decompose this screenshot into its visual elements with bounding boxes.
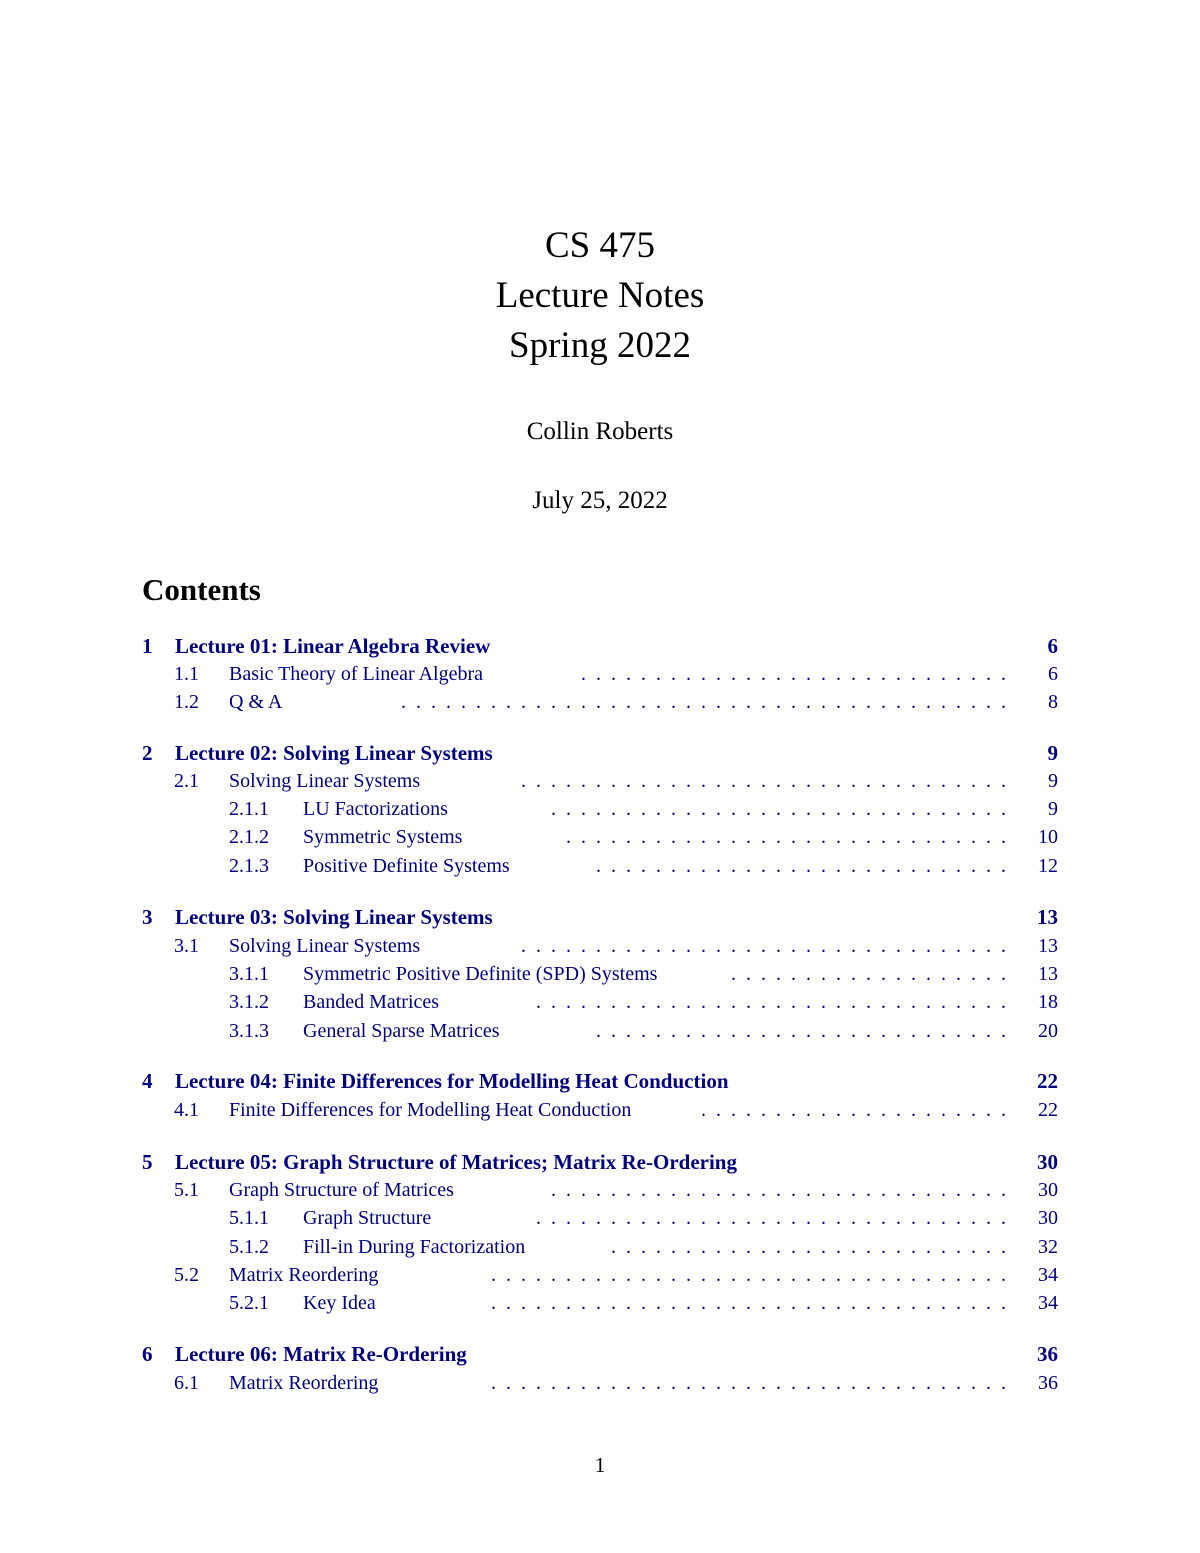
toc-entry-title[interactable]: Lecture 05: Graph Structure of Matrices; Matrix Re-Ordering (175, 1150, 737, 1174)
toc-entry-page[interactable]: 13 (1037, 905, 1058, 929)
toc-entry-page[interactable]: 20 (1038, 1020, 1058, 1042)
toc-entry-number[interactable]: 2 (142, 741, 153, 765)
toc-entry-subsection[interactable] (142, 1234, 1058, 1260)
toc-entry-page[interactable]: 30 (1037, 1150, 1058, 1174)
toc-entry-number[interactable]: 5 (142, 1150, 153, 1174)
toc-entry-section[interactable] (142, 1177, 1058, 1203)
toc-entry-title[interactable]: Finite Differences for Modelling Heat Conduction (229, 1099, 632, 1121)
toc-entry-number[interactable]: 5.1.2 (229, 1236, 269, 1258)
toc-dot-leader: . . . . . . . . . . . . . . . . . . . (721, 963, 1006, 985)
toc-entry-section[interactable] (142, 768, 1058, 794)
toc-entry-title[interactable]: Graph Structure of Matrices (229, 1179, 454, 1201)
toc-entry-number[interactable]: 6 (142, 1342, 153, 1366)
toc-dot-leader: . . . . . . . . . . . . . . . . . . . . . . . . . . . . . (571, 663, 1006, 685)
toc-entry-title[interactable]: LU Factorizations (303, 798, 448, 820)
toc-dot-leader: . . . . . . . . . . . . . . . . . . . . . . . . . . . . . . . . . (511, 935, 1006, 957)
toc-entry-number[interactable]: 3.1.2 (229, 991, 269, 1013)
author: Collin Roberts (526, 418, 674, 445)
toc-entry-title[interactable]: Key Idea (303, 1292, 376, 1314)
toc-entry-page[interactable]: 6 (1047, 634, 1058, 658)
toc-entry-number[interactable]: 1.2 (174, 691, 199, 713)
toc-entry-subsection[interactable] (142, 1290, 1058, 1316)
toc-entry-page[interactable]: 10 (1038, 826, 1058, 848)
toc-entry-number[interactable]: 4 (142, 1069, 153, 1093)
title-line-subtitle: Lecture Notes (495, 275, 705, 316)
toc-entry-subsection[interactable] (142, 824, 1058, 850)
toc-entry-title[interactable]: Basic Theory of Linear Algebra (229, 663, 483, 685)
toc-entry-page[interactable]: 22 (1037, 1069, 1058, 1093)
toc-entry-page[interactable]: 30 (1038, 1179, 1058, 1201)
toc-entry-chapter[interactable] (142, 633, 1058, 659)
toc-entry-title[interactable]: General Sparse Matrices (303, 1020, 500, 1042)
toc-entry-title[interactable]: Symmetric Systems (303, 826, 463, 848)
toc-entry-number[interactable]: 5.2 (174, 1264, 199, 1286)
toc-entry-title[interactable]: Fill-in During Factorization (303, 1236, 526, 1258)
toc-dot-leader: . . . . . . . . . . . . . . . . . . . . . . . . . . . . . . . . . . . (481, 1292, 1006, 1314)
toc-entry-title[interactable]: Lecture 03: Solving Linear Systems (175, 905, 493, 929)
toc-entry-page[interactable]: 36 (1037, 1342, 1058, 1366)
toc-dot-leader: . . . . . . . . . . . . . . . . . . . . . . . . . . . . . . (556, 826, 1006, 848)
toc-entry-page[interactable]: 18 (1038, 991, 1058, 1013)
toc-dot-leader: . . . . . . . . . . . . . . . . . . . . . . . . . . . . . . . (541, 1179, 1006, 1201)
toc-entry-subsection[interactable] (142, 961, 1058, 987)
toc-entry-chapter[interactable] (142, 1068, 1058, 1094)
toc-entry-number[interactable]: 4.1 (174, 1099, 199, 1121)
toc-entry-page[interactable]: 8 (1048, 691, 1058, 713)
toc-entry-subsection[interactable] (142, 1018, 1058, 1044)
title-line-course: CS 475 (544, 225, 655, 266)
page-number: 1 (594, 1453, 606, 1477)
toc-entry-number[interactable]: 3 (142, 905, 153, 929)
toc-entry-number[interactable]: 3.1 (174, 935, 199, 957)
toc-dot-leader: . . . . . . . . . . . . . . . . . . . . . . . . . . . . . . . . (526, 991, 1006, 1013)
toc-dot-leader: . . . . . . . . . . . . . . . . . . . . . . . . . . . (601, 1236, 1006, 1258)
toc-entry-number[interactable]: 5.1.1 (229, 1207, 269, 1229)
toc-entry-page[interactable]: 13 (1038, 963, 1058, 985)
toc-entry-number[interactable]: 6.1 (174, 1372, 199, 1394)
toc-entry-number[interactable]: 1.1 (174, 663, 199, 685)
toc-entry-number[interactable]: 5.1 (174, 1179, 199, 1201)
toc-dot-leader: . . . . . . . . . . . . . . . . . . . . . . . . . . . . . . . (541, 798, 1006, 820)
toc-dot-leader: . . . . . . . . . . . . . . . . . . . . . . . . . . . . . . . . . (511, 770, 1006, 792)
toc-entry-title[interactable]: Positive Definite Systems (303, 855, 510, 877)
toc-entry-subsection[interactable] (142, 853, 1058, 879)
contents-heading: Contents (142, 572, 261, 607)
title-line-term: Spring 2022 (509, 325, 691, 366)
toc-entry-title[interactable]: Lecture 02: Solving Linear Systems (175, 741, 493, 765)
toc-entry-number[interactable]: 3.1.3 (229, 1020, 269, 1042)
toc-entry-subsection[interactable] (142, 1205, 1058, 1231)
toc-entry-page[interactable]: 12 (1038, 855, 1058, 877)
toc-entry-chapter[interactable] (142, 904, 1058, 930)
toc-entry-page[interactable]: 13 (1038, 935, 1058, 957)
toc-entry-section[interactable] (142, 933, 1058, 959)
toc-entry-number[interactable]: 2.1 (174, 770, 199, 792)
toc-entry-title[interactable]: Solving Linear Systems (229, 935, 421, 957)
toc-dot-leader: . . . . . . . . . . . . . . . . . . . . . . . . . . . . (586, 855, 1006, 877)
toc-entry-title[interactable]: Matrix Reordering (229, 1372, 379, 1394)
toc-entry-number[interactable]: 3.1.1 (229, 963, 269, 985)
toc-entry-page[interactable]: 34 (1038, 1264, 1058, 1286)
toc-entry-number[interactable]: 5.2.1 (229, 1292, 269, 1314)
toc-dot-leader: . . . . . . . . . . . . . . . . . . . . . . . . . . . . . . . . . . . (481, 1264, 1006, 1286)
toc-entry-number[interactable]: 2.1.2 (229, 826, 269, 848)
toc-entry-section[interactable] (142, 1370, 1058, 1396)
toc-entry-title[interactable]: Banded Matrices (303, 991, 440, 1013)
toc-entry-title[interactable]: Graph Structure (303, 1207, 432, 1229)
toc-entry-page[interactable]: 9 (1048, 770, 1058, 792)
toc-entry-section[interactable] (142, 1097, 1058, 1123)
toc-entry-subsection[interactable] (142, 796, 1058, 822)
toc-entry-number[interactable]: 2.1.3 (229, 855, 269, 877)
toc-entry-title[interactable]: Q & A (229, 691, 283, 713)
toc-dot-leader: . . . . . . . . . . . . . . . . . . . . . . . . . . . . . . . . (526, 1207, 1006, 1229)
toc-entry-title[interactable]: Lecture 01: Linear Algebra Review (175, 634, 491, 658)
toc-entry-section[interactable] (142, 689, 1058, 715)
toc-entry-title[interactable]: Symmetric Positive Definite (SPD) Systems (303, 963, 658, 985)
toc-entry-page[interactable]: 9 (1047, 741, 1058, 765)
toc-entry-page[interactable]: 6 (1048, 663, 1058, 685)
toc-entry-section[interactable] (142, 661, 1058, 687)
toc-entry-page[interactable]: 36 (1038, 1372, 1058, 1394)
toc-entry-section[interactable] (142, 1262, 1058, 1288)
toc-entry-page[interactable]: 30 (1038, 1207, 1058, 1229)
toc-entry-title[interactable]: Lecture 04: Finite Differences for Modelling Heat Conduction (175, 1069, 729, 1093)
toc-entry-title[interactable]: Lecture 06: Matrix Re-Ordering (175, 1342, 467, 1366)
toc-dot-leader: . . . . . . . . . . . . . . . . . . . . . (691, 1099, 1006, 1121)
toc-entry-page[interactable]: 9 (1048, 798, 1058, 820)
toc-entry-page[interactable]: 32 (1038, 1236, 1058, 1258)
toc-entry-title[interactable]: Solving Linear Systems (229, 770, 421, 792)
toc-entry-number[interactable]: 2.1.1 (229, 798, 269, 820)
toc-entry-number[interactable]: 1 (142, 634, 153, 658)
toc-entry-chapter[interactable] (142, 740, 1058, 766)
toc-entry-subsection[interactable] (142, 989, 1058, 1015)
toc-dot-leader: . . . . . . . . . . . . . . . . . . . . . . . . . . . . . . . . . . . . . . . . . (391, 691, 1006, 713)
toc-entry-page[interactable]: 22 (1038, 1099, 1058, 1121)
toc-entry-title[interactable]: Matrix Reordering (229, 1264, 379, 1286)
toc-dot-leader: . . . . . . . . . . . . . . . . . . . . . . . . . . . . (586, 1020, 1006, 1042)
toc-entry-page[interactable]: 34 (1038, 1292, 1058, 1314)
toc-dot-leader: . . . . . . . . . . . . . . . . . . . . . . . . . . . . . . . . . . . (481, 1372, 1006, 1394)
toc-entry-chapter[interactable] (142, 1149, 1058, 1175)
date: July 25, 2022 (532, 487, 668, 514)
toc-entry-chapter[interactable] (142, 1341, 1058, 1367)
